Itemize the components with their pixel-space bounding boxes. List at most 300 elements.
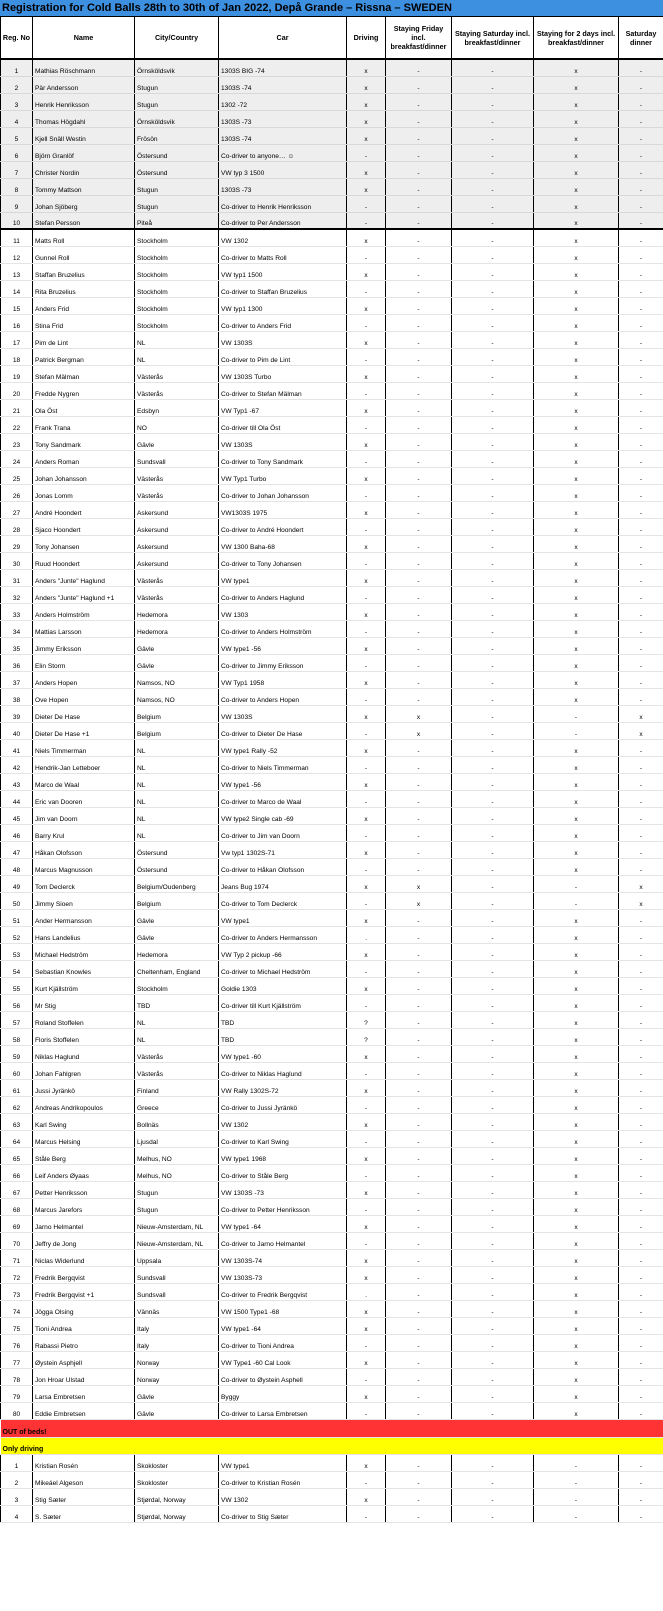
saturday-cell[interactable]: -	[452, 195, 534, 212]
reg-no-cell[interactable]: 32	[1, 586, 33, 603]
city-cell[interactable]: Melhus, NO	[135, 1164, 219, 1181]
satdinner-cell[interactable]: -	[619, 1096, 663, 1113]
car-cell[interactable]: Co-driver to anyone… ☺	[219, 144, 347, 161]
name-cell[interactable]: Niclas Widerlund	[33, 1249, 135, 1266]
car-cell[interactable]: VW typ 3 1500	[219, 161, 347, 178]
city-cell[interactable]: Stockholm	[135, 246, 219, 263]
driving-cell[interactable]: x	[347, 1045, 386, 1062]
saturday-cell[interactable]: -	[452, 773, 534, 790]
driving-cell[interactable]: x	[347, 1454, 386, 1471]
friday-cell[interactable]: -	[386, 331, 452, 348]
satdinner-cell[interactable]: -	[619, 416, 663, 433]
saturday-cell[interactable]: -	[452, 1300, 534, 1317]
car-cell[interactable]: Co-driver to Tioni Andrea	[219, 1334, 347, 1351]
saturday-cell[interactable]: -	[452, 450, 534, 467]
friday-cell[interactable]: -	[386, 1488, 452, 1505]
satdinner-cell[interactable]: -	[619, 229, 663, 246]
table-row[interactable]	[1, 994, 663, 1011]
twodays-cell[interactable]: x	[534, 1164, 619, 1181]
reg-no-cell[interactable]: 2	[1, 76, 33, 93]
twodays-cell[interactable]: x	[534, 467, 619, 484]
friday-cell[interactable]: x	[386, 892, 452, 909]
twodays-cell[interactable]: x	[534, 807, 619, 824]
city-cell[interactable]: Finland	[135, 1079, 219, 1096]
table-row[interactable]	[1, 1454, 663, 1471]
friday-cell[interactable]: -	[386, 348, 452, 365]
car-cell[interactable]: Co-driver to Anders Holmström	[219, 620, 347, 637]
satdinner-cell[interactable]: -	[619, 1317, 663, 1334]
table-row[interactable]	[1, 484, 663, 501]
twodays-cell[interactable]: x	[534, 637, 619, 654]
name-cell[interactable]: Thomas Högdahl	[33, 110, 135, 127]
table-row[interactable]	[1, 76, 663, 93]
saturday-cell[interactable]: -	[452, 688, 534, 705]
saturday-cell[interactable]: -	[452, 1028, 534, 1045]
reg-no-cell[interactable]: 61	[1, 1079, 33, 1096]
driving-cell[interactable]: -	[347, 246, 386, 263]
name-cell[interactable]: Kurt Kjällström	[33, 977, 135, 994]
city-cell[interactable]: Stockholm	[135, 280, 219, 297]
satdinner-cell[interactable]: -	[619, 59, 663, 76]
saturday-cell[interactable]: -	[452, 297, 534, 314]
name-cell[interactable]: Anders Hopen	[33, 671, 135, 688]
city-cell[interactable]: Nieuw-Amsterdam, NL	[135, 1232, 219, 1249]
car-cell[interactable]: VW typ1 1300	[219, 297, 347, 314]
table-row[interactable]	[1, 1181, 663, 1198]
name-cell[interactable]: Christer Nordin	[33, 161, 135, 178]
saturday-cell[interactable]: -	[452, 1454, 534, 1471]
friday-cell[interactable]: -	[386, 246, 452, 263]
twodays-cell[interactable]: -	[534, 1505, 619, 1522]
twodays-cell[interactable]: x	[534, 1402, 619, 1419]
saturday-cell[interactable]: -	[452, 59, 534, 76]
table-row[interactable]	[1, 1028, 663, 1045]
driving-cell[interactable]: x	[347, 297, 386, 314]
twodays-cell[interactable]: x	[534, 1317, 619, 1334]
car-cell[interactable]: 1303S -74	[219, 76, 347, 93]
twodays-cell[interactable]: x	[534, 399, 619, 416]
car-cell[interactable]: 1302 -72	[219, 93, 347, 110]
twodays-cell[interactable]: x	[534, 450, 619, 467]
table-row[interactable]	[1, 722, 663, 739]
saturday-cell[interactable]: -	[452, 1402, 534, 1419]
satdinner-cell[interactable]: x	[619, 875, 663, 892]
friday-cell[interactable]: -	[386, 688, 452, 705]
saturday-cell[interactable]: -	[452, 1147, 534, 1164]
reg-no-cell[interactable]: 44	[1, 790, 33, 807]
twodays-cell[interactable]: x	[534, 790, 619, 807]
table-row[interactable]	[1, 1283, 663, 1300]
friday-cell[interactable]: -	[386, 1181, 452, 1198]
reg-no-cell[interactable]: 19	[1, 365, 33, 382]
city-cell[interactable]: Edsbyn	[135, 399, 219, 416]
saturday-cell[interactable]: -	[452, 331, 534, 348]
twodays-cell[interactable]: x	[534, 1079, 619, 1096]
city-cell[interactable]: NL	[135, 348, 219, 365]
city-cell[interactable]: Greece	[135, 1096, 219, 1113]
twodays-cell[interactable]: x	[534, 1368, 619, 1385]
driving-cell[interactable]: -	[347, 518, 386, 535]
friday-cell[interactable]: -	[386, 773, 452, 790]
driving-cell[interactable]: x	[347, 773, 386, 790]
satdinner-cell[interactable]: -	[619, 399, 663, 416]
name-cell[interactable]: Anders "Junte" Haglund	[33, 569, 135, 586]
reg-no-cell[interactable]: 45	[1, 807, 33, 824]
table-row[interactable]	[1, 518, 663, 535]
reg-no-cell[interactable]: 8	[1, 178, 33, 195]
saturday-cell[interactable]: -	[452, 1351, 534, 1368]
satdinner-cell[interactable]: -	[619, 365, 663, 382]
reg-no-cell[interactable]: 75	[1, 1317, 33, 1334]
name-cell[interactable]: Petter Henriksson	[33, 1181, 135, 1198]
driving-cell[interactable]: x	[347, 569, 386, 586]
friday-cell[interactable]: -	[386, 756, 452, 773]
friday-cell[interactable]: -	[386, 654, 452, 671]
table-row[interactable]	[1, 297, 663, 314]
satdinner-cell[interactable]: -	[619, 144, 663, 161]
car-cell[interactable]: Co-driver to Ståle Berg	[219, 1164, 347, 1181]
col-header-car[interactable]: Car	[219, 17, 347, 59]
city-cell[interactable]: Stugun	[135, 76, 219, 93]
reg-no-cell[interactable]: 67	[1, 1181, 33, 1198]
saturday-cell[interactable]: -	[452, 280, 534, 297]
satdinner-cell[interactable]: -	[619, 620, 663, 637]
name-cell[interactable]: Ander Hermansson	[33, 909, 135, 926]
satdinner-cell[interactable]: -	[619, 1454, 663, 1471]
driving-cell[interactable]: x	[347, 943, 386, 960]
city-cell[interactable]: Gävle	[135, 1385, 219, 1402]
saturday-cell[interactable]: -	[452, 1334, 534, 1351]
city-cell[interactable]: NL	[135, 739, 219, 756]
friday-cell[interactable]: -	[386, 195, 452, 212]
table-row[interactable]	[1, 1232, 663, 1249]
satdinner-cell[interactable]: -	[619, 824, 663, 841]
car-cell[interactable]: VW 1500 Type1 -68	[219, 1300, 347, 1317]
saturday-cell[interactable]: -	[452, 807, 534, 824]
twodays-cell[interactable]: x	[534, 773, 619, 790]
friday-cell[interactable]: -	[386, 858, 452, 875]
friday-cell[interactable]: -	[386, 790, 452, 807]
table-row[interactable]	[1, 1045, 663, 1062]
name-cell[interactable]: Elin Storm	[33, 654, 135, 671]
car-cell[interactable]: VW 1303S-73	[219, 1266, 347, 1283]
satdinner-cell[interactable]: -	[619, 739, 663, 756]
table-row[interactable]	[1, 1130, 663, 1147]
table-row[interactable]	[1, 1096, 663, 1113]
driving-cell[interactable]: -	[347, 824, 386, 841]
satdinner-cell[interactable]: -	[619, 1488, 663, 1505]
reg-no-cell[interactable]: 55	[1, 977, 33, 994]
city-cell[interactable]: Askersund	[135, 535, 219, 552]
car-cell[interactable]: VW 1303	[219, 603, 347, 620]
twodays-cell[interactable]: x	[534, 1266, 619, 1283]
table-row[interactable]	[1, 1351, 663, 1368]
driving-cell[interactable]: x	[347, 93, 386, 110]
saturday-cell[interactable]: -	[452, 212, 534, 229]
twodays-cell[interactable]: x	[534, 382, 619, 399]
friday-cell[interactable]: -	[386, 1300, 452, 1317]
reg-no-cell[interactable]: 38	[1, 688, 33, 705]
car-cell[interactable]: 1303S -73	[219, 110, 347, 127]
twodays-cell[interactable]: -	[534, 722, 619, 739]
saturday-cell[interactable]: -	[452, 263, 534, 280]
name-cell[interactable]: Roland Stoffelen	[33, 1011, 135, 1028]
friday-cell[interactable]: -	[386, 1368, 452, 1385]
name-cell[interactable]: Tony Johansen	[33, 535, 135, 552]
twodays-cell[interactable]: x	[534, 1028, 619, 1045]
city-cell[interactable]: Västerås	[135, 586, 219, 603]
name-cell[interactable]: Anders Roman	[33, 450, 135, 467]
car-cell[interactable]: VW type1 Rally -52	[219, 739, 347, 756]
reg-no-cell[interactable]: 39	[1, 705, 33, 722]
saturday-cell[interactable]: -	[452, 994, 534, 1011]
satdinner-cell[interactable]: -	[619, 484, 663, 501]
satdinner-cell[interactable]: -	[619, 127, 663, 144]
table-row[interactable]	[1, 1402, 663, 1419]
satdinner-cell[interactable]: -	[619, 93, 663, 110]
city-cell[interactable]: Melhus, NO	[135, 1147, 219, 1164]
friday-cell[interactable]: -	[386, 280, 452, 297]
saturday-cell[interactable]: -	[452, 76, 534, 93]
twodays-cell[interactable]: x	[534, 161, 619, 178]
car-cell[interactable]: Co-driver to Håkan Olofsson	[219, 858, 347, 875]
name-cell[interactable]: S. Sæter	[33, 1505, 135, 1522]
satdinner-cell[interactable]: -	[619, 1113, 663, 1130]
table-row[interactable]	[1, 909, 663, 926]
twodays-cell[interactable]: x	[534, 280, 619, 297]
friday-cell[interactable]: -	[386, 297, 452, 314]
twodays-cell[interactable]: x	[534, 994, 619, 1011]
saturday-cell[interactable]: -	[452, 127, 534, 144]
name-cell[interactable]: André Hoondert	[33, 501, 135, 518]
name-cell[interactable]: Eddie Embretsen	[33, 1402, 135, 1419]
driving-cell[interactable]: x	[347, 76, 386, 93]
satdinner-cell[interactable]: -	[619, 586, 663, 603]
car-cell[interactable]: Co-driver to Jarno Helmantel	[219, 1232, 347, 1249]
table-row[interactable]	[1, 824, 663, 841]
satdinner-cell[interactable]: -	[619, 1249, 663, 1266]
car-cell[interactable]: VW1303S 1975	[219, 501, 347, 518]
table-row[interactable]	[1, 654, 663, 671]
saturday-cell[interactable]: -	[452, 433, 534, 450]
driving-cell[interactable]: -	[347, 1096, 386, 1113]
twodays-cell[interactable]: x	[534, 1147, 619, 1164]
city-cell[interactable]: Stockholm	[135, 263, 219, 280]
reg-no-cell[interactable]: 62	[1, 1096, 33, 1113]
table-row[interactable]	[1, 382, 663, 399]
twodays-cell[interactable]: -	[534, 892, 619, 909]
city-cell[interactable]: Uppsala	[135, 1249, 219, 1266]
twodays-cell[interactable]: x	[534, 1232, 619, 1249]
driving-cell[interactable]: -	[347, 1130, 386, 1147]
reg-no-cell[interactable]: 66	[1, 1164, 33, 1181]
reg-no-cell[interactable]: 43	[1, 773, 33, 790]
reg-no-cell[interactable]: 51	[1, 909, 33, 926]
city-cell[interactable]: Stockholm	[135, 297, 219, 314]
table-row[interactable]	[1, 263, 663, 280]
driving-cell[interactable]: -	[347, 212, 386, 229]
friday-cell[interactable]: -	[386, 1266, 452, 1283]
city-cell[interactable]: Stjørdal, Norway	[135, 1505, 219, 1522]
table-row[interactable]	[1, 1011, 663, 1028]
friday-cell[interactable]: -	[386, 1232, 452, 1249]
saturday-cell[interactable]: -	[452, 943, 534, 960]
driving-cell[interactable]: x	[347, 263, 386, 280]
name-cell[interactable]: Tioni Andrea	[33, 1317, 135, 1334]
driving-cell[interactable]: .	[347, 1283, 386, 1300]
city-cell[interactable]: NL	[135, 807, 219, 824]
satdinner-cell[interactable]: -	[619, 1079, 663, 1096]
twodays-cell[interactable]: x	[534, 229, 619, 246]
driving-cell[interactable]: .	[347, 926, 386, 943]
twodays-cell[interactable]: x	[534, 76, 619, 93]
table-row[interactable]	[1, 1334, 663, 1351]
satdinner-cell[interactable]: -	[619, 1266, 663, 1283]
twodays-cell[interactable]: x	[534, 841, 619, 858]
friday-cell[interactable]: -	[386, 1334, 452, 1351]
saturday-cell[interactable]: -	[452, 1198, 534, 1215]
name-cell[interactable]: Mattias Larsson	[33, 620, 135, 637]
satdinner-cell[interactable]: -	[619, 1130, 663, 1147]
satdinner-cell[interactable]: -	[619, 110, 663, 127]
col-header-satdinner[interactable]: Saturday dinner	[619, 17, 663, 59]
reg-no-cell[interactable]: 26	[1, 484, 33, 501]
car-cell[interactable]: VW Typ1 -67	[219, 399, 347, 416]
driving-cell[interactable]: -	[347, 450, 386, 467]
friday-cell[interactable]: -	[386, 365, 452, 382]
reg-no-cell[interactable]: 76	[1, 1334, 33, 1351]
reg-no-cell[interactable]: 60	[1, 1062, 33, 1079]
saturday-cell[interactable]: -	[452, 144, 534, 161]
reg-no-cell[interactable]: 29	[1, 535, 33, 552]
satdinner-cell[interactable]: -	[619, 1471, 663, 1488]
twodays-cell[interactable]: x	[534, 1181, 619, 1198]
reg-no-cell[interactable]: 65	[1, 1147, 33, 1164]
saturday-cell[interactable]: -	[452, 790, 534, 807]
friday-cell[interactable]: -	[386, 1402, 452, 1419]
car-cell[interactable]: Jeans Bug 1974	[219, 875, 347, 892]
driving-cell[interactable]: -	[347, 195, 386, 212]
table-row[interactable]	[1, 433, 663, 450]
saturday-cell[interactable]: -	[452, 1471, 534, 1488]
name-cell[interactable]: Stefan Persson	[33, 212, 135, 229]
saturday-cell[interactable]: -	[452, 824, 534, 841]
satdinner-cell[interactable]: -	[619, 960, 663, 977]
satdinner-cell[interactable]: -	[619, 1232, 663, 1249]
twodays-cell[interactable]: x	[534, 926, 619, 943]
reg-no-cell[interactable]: 30	[1, 552, 33, 569]
saturday-cell[interactable]: -	[452, 365, 534, 382]
reg-no-cell[interactable]: 27	[1, 501, 33, 518]
driving-cell[interactable]: -	[347, 144, 386, 161]
name-cell[interactable]: Jimmy Sioen	[33, 892, 135, 909]
city-cell[interactable]: Gävle	[135, 909, 219, 926]
driving-cell[interactable]: -	[347, 756, 386, 773]
col-header-city[interactable]: City/Country	[135, 17, 219, 59]
saturday-cell[interactable]: -	[452, 535, 534, 552]
satdinner-cell[interactable]: x	[619, 892, 663, 909]
satdinner-cell[interactable]: -	[619, 433, 663, 450]
reg-no-cell[interactable]: 58	[1, 1028, 33, 1045]
reg-no-cell[interactable]: 13	[1, 263, 33, 280]
twodays-cell[interactable]: x	[534, 127, 619, 144]
driving-cell[interactable]: -	[347, 314, 386, 331]
table-row[interactable]	[1, 229, 663, 246]
city-cell[interactable]: Norway	[135, 1368, 219, 1385]
reg-no-cell[interactable]: 7	[1, 161, 33, 178]
twodays-cell[interactable]: x	[534, 1300, 619, 1317]
city-cell[interactable]: Gävle	[135, 654, 219, 671]
car-cell[interactable]: VW type2 Single cab -69	[219, 807, 347, 824]
driving-cell[interactable]: x	[347, 1300, 386, 1317]
reg-no-cell[interactable]: 47	[1, 841, 33, 858]
satdinner-cell[interactable]: -	[619, 518, 663, 535]
friday-cell[interactable]: -	[386, 1113, 452, 1130]
saturday-cell[interactable]: -	[452, 858, 534, 875]
saturday-cell[interactable]: -	[452, 552, 534, 569]
reg-no-cell[interactable]: 79	[1, 1385, 33, 1402]
city-cell[interactable]: Stockholm	[135, 229, 219, 246]
name-cell[interactable]: Jarno Helmantel	[33, 1215, 135, 1232]
friday-cell[interactable]: -	[386, 603, 452, 620]
table-row[interactable]	[1, 858, 663, 875]
driving-cell[interactable]: -	[347, 790, 386, 807]
satdinner-cell[interactable]: -	[619, 263, 663, 280]
name-cell[interactable]: Eric van Dooren	[33, 790, 135, 807]
city-cell[interactable]: Västerås	[135, 467, 219, 484]
saturday-cell[interactable]: -	[452, 926, 534, 943]
driving-cell[interactable]: x	[347, 110, 386, 127]
driving-cell[interactable]: x	[347, 127, 386, 144]
reg-no-cell[interactable]: 49	[1, 875, 33, 892]
reg-no-cell[interactable]: 20	[1, 382, 33, 399]
satdinner-cell[interactable]: -	[619, 1181, 663, 1198]
name-cell[interactable]: Matts Roll	[33, 229, 135, 246]
city-cell[interactable]: Gävle	[135, 926, 219, 943]
car-cell[interactable]: 1303S -73	[219, 178, 347, 195]
satdinner-cell[interactable]: -	[619, 552, 663, 569]
satdinner-cell[interactable]: -	[619, 76, 663, 93]
saturday-cell[interactable]: -	[452, 977, 534, 994]
driving-cell[interactable]: x	[347, 603, 386, 620]
city-cell[interactable]: Hedemora	[135, 603, 219, 620]
twodays-cell[interactable]: x	[534, 1385, 619, 1402]
driving-cell[interactable]: x	[347, 331, 386, 348]
table-row[interactable]	[1, 671, 663, 688]
friday-cell[interactable]: -	[386, 382, 452, 399]
friday-cell[interactable]: -	[386, 535, 452, 552]
name-cell[interactable]: Dieter De Hase	[33, 705, 135, 722]
name-cell[interactable]: Hans Landelius	[33, 926, 135, 943]
car-cell[interactable]: Co-driver till Ola Öst	[219, 416, 347, 433]
twodays-cell[interactable]: x	[534, 824, 619, 841]
friday-cell[interactable]: -	[386, 450, 452, 467]
city-cell[interactable]: Västerås	[135, 569, 219, 586]
saturday-cell[interactable]: -	[452, 739, 534, 756]
table-row[interactable]	[1, 1062, 663, 1079]
satdinner-cell[interactable]: -	[619, 314, 663, 331]
saturday-cell[interactable]: -	[452, 1249, 534, 1266]
table-row[interactable]	[1, 1249, 663, 1266]
saturday-cell[interactable]: -	[452, 841, 534, 858]
twodays-cell[interactable]: -	[534, 875, 619, 892]
car-cell[interactable]: VW 1303S -73	[219, 1181, 347, 1198]
driving-cell[interactable]: x	[347, 1147, 386, 1164]
friday-cell[interactable]: -	[386, 620, 452, 637]
table-row[interactable]	[1, 59, 663, 76]
reg-no-cell[interactable]: 46	[1, 824, 33, 841]
table-row[interactable]	[1, 1488, 663, 1505]
